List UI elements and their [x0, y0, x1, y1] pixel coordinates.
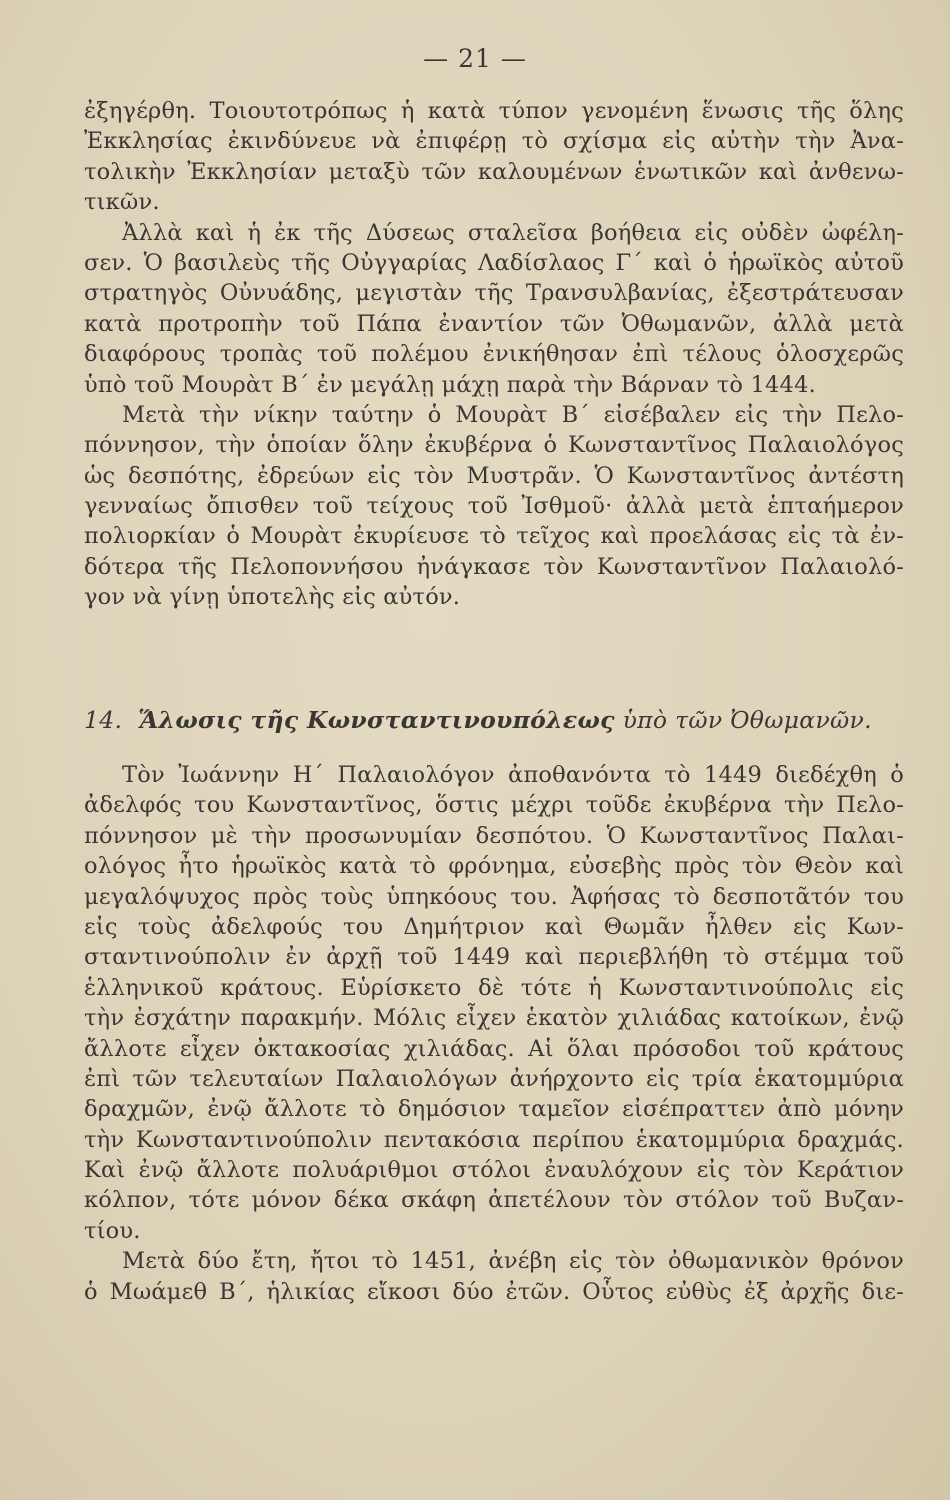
text-line: ολόγος ἦτο ἡρωϊκὸς κατὰ τὸ φρόνημα, εὐσεβὴς πρὸς τὸν Θεὸν καὶ — [84, 853, 904, 880]
text-line: Μετὰ τὴν νίκην ταύτην ὁ Μουρὰτ Β΄ εἰσέβαλεν εἰς τὴν Πελο- — [122, 401, 904, 428]
text-line: εἰς τοὺς ἀδελφούς του Δημήτριον καὶ Θωμᾶν ἦλθεν εἰς Κων- — [84, 913, 904, 940]
text-line: ὁ Μωάμεθ Β΄, ἡλικίας εἴκοσι δύο ἐτῶν. Οὗτος εὐθὺς ἐξ ἀρχῆς διε- — [84, 1278, 904, 1305]
text-line: τολικὴν Ἐκκλησίαν μεταξὺ τῶν καλουμένων ἑνωτικῶν καὶ ἀνθενω- — [84, 158, 904, 185]
text-line: ἀδελφός του Κωνσταντῖνος, ὅστις μέχρι τοῦδε ἐκυβέρνα τὴν Πελο- — [84, 792, 904, 819]
text-line: τικῶν. — [84, 189, 160, 216]
text-line: γον νὰ γίνῃ ὑποτελὴς εἰς αὐτόν. — [84, 584, 461, 611]
text-line: ἐπὶ τῶν τελευταίων Παλαιολόγων ἀνήρχοντο εἰς τρία ἑκατομμύρια — [84, 1065, 904, 1092]
section-heading — [84, 706, 904, 734]
text-line: Μετὰ δύο ἔτη, ἤτοι τὸ 1451, ἀνέβη εἰς τὸν ὀθωμανικὸν θρόνον — [122, 1248, 904, 1275]
text-line: κατὰ προτροπὴν τοῦ Πάπα ἐναντίον τῶν Ὀθωμανῶν, ἀλλὰ μετὰ — [84, 310, 904, 337]
section-title-rest: ὑπὸ τῶν Ὀθωμανῶν. — [622, 706, 872, 734]
text-line: ὑπὸ τοῦ Μουρὰτ Β΄ ἐν μεγάλῃ μάχῃ παρὰ τὴν Βάρναν τὸ 1444. — [84, 371, 816, 398]
text-line: ὡς δεσπότης, ἐδρεύων εἰς τὸν Μυστρᾶν. Ὁ Κωνσταντῖνος ἀντέστη — [84, 462, 904, 489]
text-line: Ἀλλὰ καὶ ἡ ἐκ τῆς Δύσεως σταλεῖσα βοήθεια εἰς οὐδὲν ὠφέλη- — [122, 219, 904, 246]
text-line: σταντινούπολιν ἐν ἀρχῇ τοῦ 1449 καὶ περιεβλήθη τὸ στέμμα τοῦ — [84, 944, 904, 971]
text-line: γενναίως ὄπισθεν τοῦ τείχους τοῦ Ἰσθμοῦ· ἀλλὰ μετὰ ἑπταήμερον — [84, 493, 904, 520]
text-line: δότερα τῆς Πελοποννήσου ἠνάγκασε τὸν Κωνσταντῖνον Παλαιολό- — [84, 553, 904, 580]
text-line: πόννησον, τὴν ὁποίαν ὅλην ἐκυβέρνα ὁ Κωνσταντῖνος Παλαιολόγος — [84, 432, 904, 459]
section-number: 14. — [84, 706, 123, 734]
text-line: πολιορκίαν ὁ Μουρὰτ ἐκυρίευσε τὸ τεῖχος καὶ προελάσας εἰς τὰ ἐν- — [84, 523, 904, 550]
text-line: πόννησον μὲ τὴν προσωνυμίαν δεσπότου. Ὁ Κωνσταντῖνος Παλαι- — [84, 822, 904, 849]
text-line: δραχμῶν, ἐνῷ ἄλλοτε τὸ δημόσιον ταμεῖον εἰσέπραττεν ἀπὸ μόνην — [84, 1096, 904, 1123]
paragraph-block-2 — [84, 760, 904, 1307]
text-line: τίου. — [84, 1217, 141, 1244]
text-line: μεγαλόψυχος πρὸς τοὺς ὑπηκόους του. Ἀφήσας τὸ δεσποτᾶτόν του — [84, 883, 904, 910]
text-line: ἄλλοτε εἶχεν ὀκτακοσίας χιλιάδας. Αἱ ὅλαι πρόσοδοι τοῦ κράτους — [84, 1035, 904, 1062]
text-line: Τὸν Ἰωάννην Η΄ Παλαιολόγον ἀποθανόντα τὸ 1449 διεδέχθη ὁ — [122, 762, 904, 788]
text-line: ἐξηγέρθη. Τοιουτοτρόπως ἡ κατὰ τύπον γενομένη ἕνωσις τῆς ὅλης — [84, 98, 904, 124]
text-line: τὴν Κωνσταντινούπολιν πεντακόσια περίπου ἑκατομμύρια δραχμάς. — [84, 1126, 904, 1153]
text-line: στρατηγὸς Οὐνυάδης, μεγιστὰν τῆς Τρανσυλβανίας, ἐξεστράτευσαν — [84, 280, 904, 307]
text-line: διαφόρους τροπὰς τοῦ πολέμου ἐνικήθησαν ἐπὶ τέλους ὁλοσχερῶς — [84, 341, 904, 368]
text-line: Καὶ ἐνῷ ἄλλοτε πολυάριθμοι στόλοι ἐναυλόχουν εἰς τὸν Κεράτιον — [84, 1157, 904, 1184]
text-line: ἑλληνικοῦ κράτους. Εὑρίσκετο δὲ τότε ἡ Κωνσταντινούπολις εἰς — [84, 974, 904, 1001]
page-number: — 21 — — [423, 44, 527, 73]
paragraph-block-1 — [84, 96, 904, 613]
text-line: σεν. Ὁ βασιλεὺς τῆς Οὐγγαρίας Λαδίσλαος Γ΄ καὶ ὁ ἡρωϊκὸς αὐτοῦ — [84, 249, 904, 276]
text-line: Ἐκκλησίας ἐκινδύνευε νὰ ἐπιφέρῃ τὸ σχίσμα εἰς αὐτὴν τὴν Ἀνα- — [84, 128, 904, 155]
section-title: Ἅλωσις τῆς Κωνσταντινουπόλεως — [138, 706, 615, 734]
text-line: κόλπον, τότε μόνον δέκα σκάφη ἀπετέλουν τὸν στόλον τοῦ Βυζαν- — [84, 1187, 904, 1214]
text-line: τὴν ἐσχάτην παρακμήν. Μόλις εἶχεν ἑκατὸν χιλιάδας κατοίκων, ἐνῷ — [84, 1005, 904, 1032]
